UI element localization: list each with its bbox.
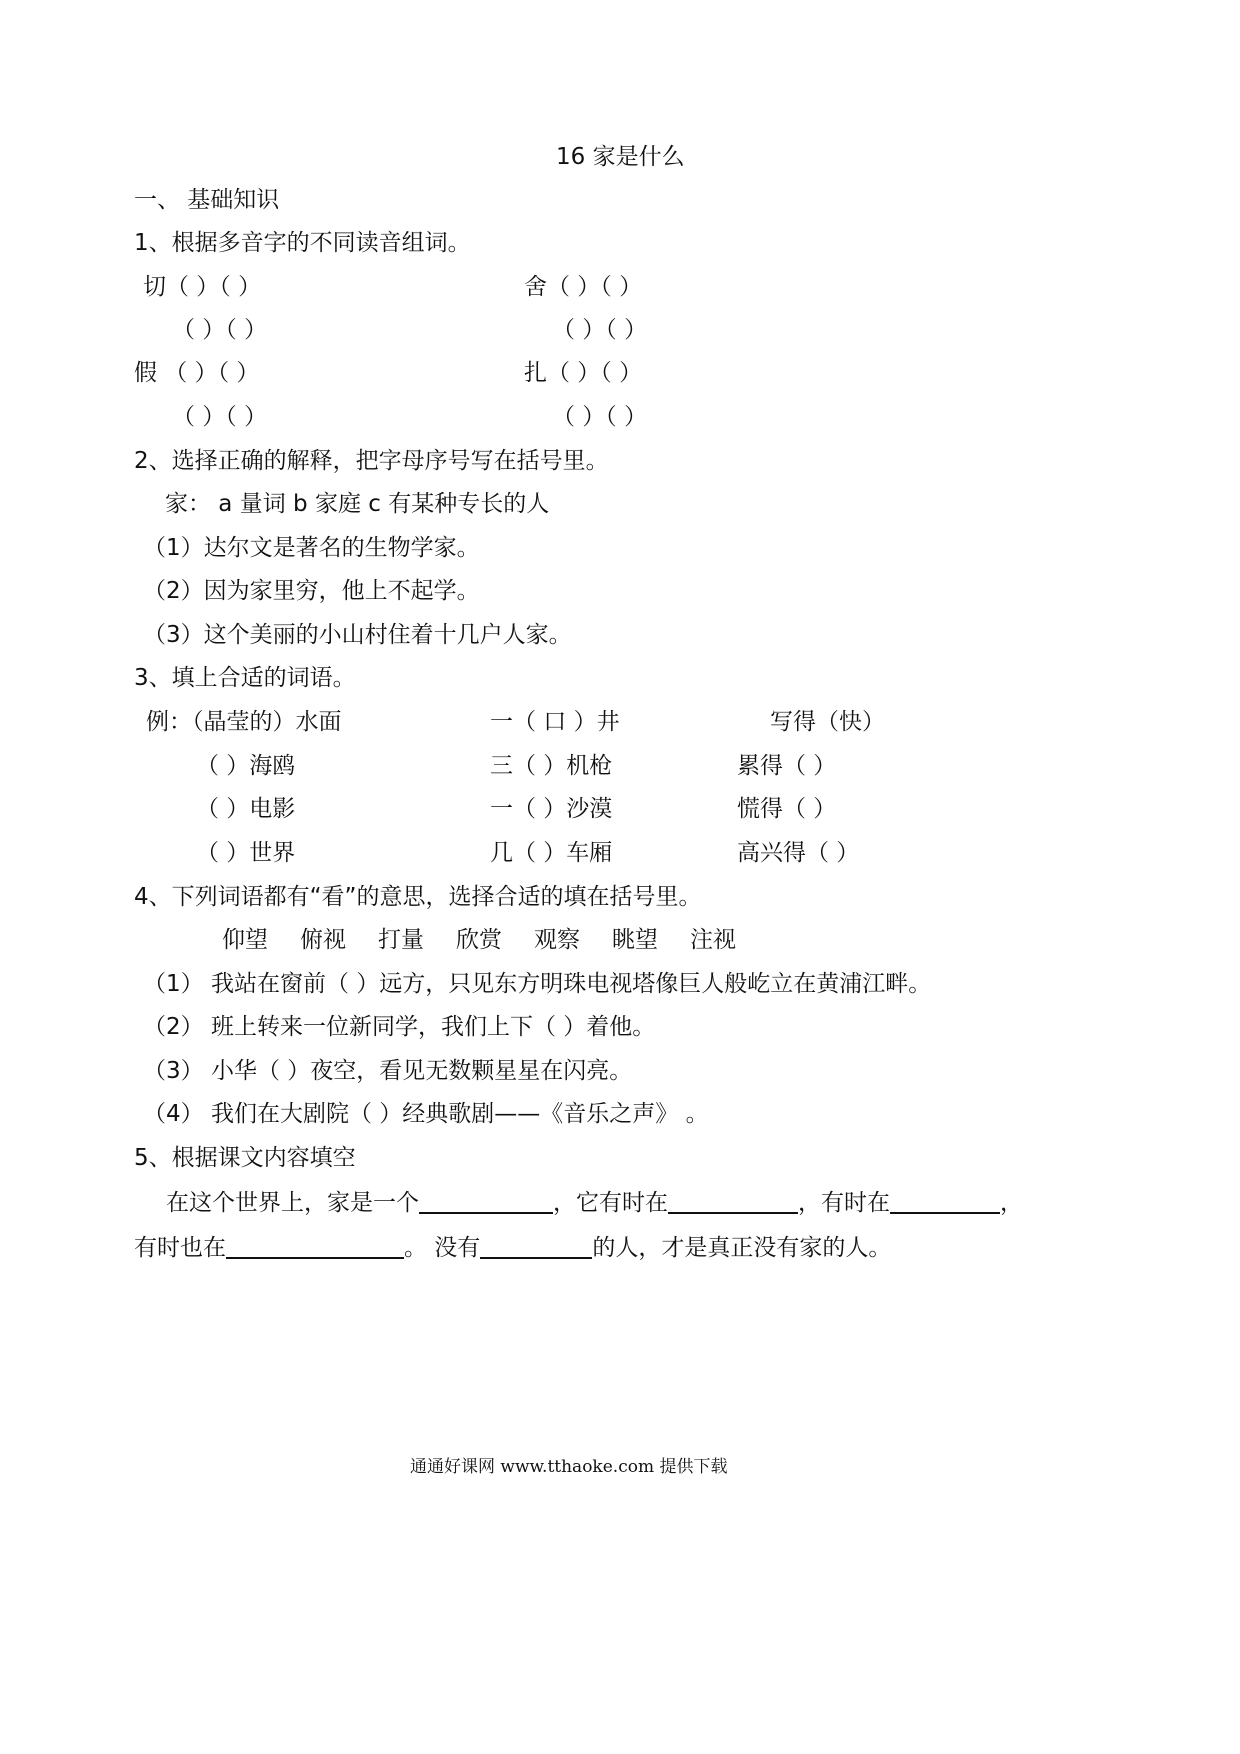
question-4-title: 4、下列词语都有“看”的意思，选择合适的填在括号里。 [134,884,702,910]
q1-row-3-left: 假 （ ）（ ） [134,360,260,386]
q5-line-2-text-2: 。 没有 [404,1235,481,1261]
q3-example-col-3: 写得（快） [770,709,885,735]
q1-row-2-left: （ ）（ ） [172,317,268,343]
q5-line-1-text-3: ，有时在 [798,1190,890,1216]
q3-row-3-col-3: 高兴得（ ） [737,840,860,866]
q2-item-2: （2）因为家里穷，他上不起学。 [143,578,480,604]
q4-word-7: 注视 [690,927,736,953]
q3-row-3-col-2: 几（ ）车厢 [490,840,613,866]
q2-item-3: （3）这个美丽的小山村住着十几户人家。 [143,622,572,648]
q5-line-1-text-4: ， [1000,1190,1023,1216]
q4-item-3: （3） 小华（ ）夜空，看见无数颗星星在闪亮。 [143,1058,633,1084]
q3-row-2-col-1: （ ）电影 [196,796,296,822]
q3-row-1-col-3: 累得（ ） [737,753,837,779]
q1-row-1-right: 舍（ ）（ ） [524,274,643,300]
q1-row-2-right: （ ）（ ） [552,317,648,343]
q4-item-1: （1） 我站在窗前（ ）远方，只见东方明珠电视塔像巨人般屹立在黄浦江畔。 [143,971,932,997]
q5-line-1 [166,1186,1023,1218]
answer-blank-5[interactable] [480,1231,592,1259]
q5-line-2-text-3: 的人，才是真正没有家的人。 [592,1235,892,1261]
q1-row-4-right: （ ）（ ） [552,404,648,430]
q4-word-2: 俯视 [300,927,346,953]
page-footer: 通通好课网 www.tthaoke.com 提供下载 [410,1457,728,1477]
answer-blank-4[interactable] [226,1231,404,1259]
q3-row-3-col-1: （ ）世界 [196,840,296,866]
q1-row-4-left: （ ）（ ） [172,404,268,430]
question-2-title: 2、选择正确的解释，把字母序号写在括号里。 [134,448,609,474]
page-title: 16 家是什么 [556,144,685,170]
q3-row-2-col-2: 一（ ）沙漠 [490,796,613,822]
section-heading: 一、 基础知识 [134,187,280,213]
q3-row-1-col-2: 三（ ）机枪 [490,753,613,779]
q4-word-1: 仰望 [222,927,268,953]
q4-word-3: 打量 [378,927,424,953]
q3-row-2-col-3: 慌得（ ） [737,796,837,822]
q1-row-1-left: 切（ ）（ ） [143,274,262,300]
q4-word-5: 观察 [534,927,580,953]
q5-line-2 [134,1231,891,1263]
question-3-title: 3、填上合适的词语。 [134,665,356,691]
answer-blank-3[interactable] [890,1186,1000,1214]
answer-blank-1[interactable] [419,1186,553,1214]
q5-line-2-text-1: 有时也在 [134,1235,226,1261]
q2-options: 家： a 量词 b 家庭 c 有某种专长的人 [165,491,550,517]
question-1-title: 1、根据多音字的不同读音组词。 [134,230,471,256]
q4-word-6: 眺望 [612,927,658,953]
q3-row-1-col-1: （ ）海鸥 [196,753,296,779]
q1-row-3-right: 扎（ ）（ ） [524,360,643,386]
q3-example-col-2: 一（ 口 ）井 [490,709,620,735]
answer-blank-2[interactable] [668,1186,798,1214]
q2-item-1: （1）达尔文是著名的生物学家。 [143,535,480,561]
q5-line-1-text-1: 在这个世界上，家是一个 [166,1190,419,1216]
q5-line-1-text-2: ，它有时在 [553,1190,668,1216]
q4-item-4: （4） 我们在大剧院（ ）经典歌剧——《音乐之声》 。 [143,1101,709,1127]
question-5-title: 5、根据课文内容填空 [134,1145,356,1171]
q3-example-col-1: 例：（晶莹的）水面 [146,709,342,735]
q4-item-2: （2） 班上转来一位新同学，我们上下（ ）着他。 [143,1014,656,1040]
q4-word-4: 欣赏 [456,927,502,953]
